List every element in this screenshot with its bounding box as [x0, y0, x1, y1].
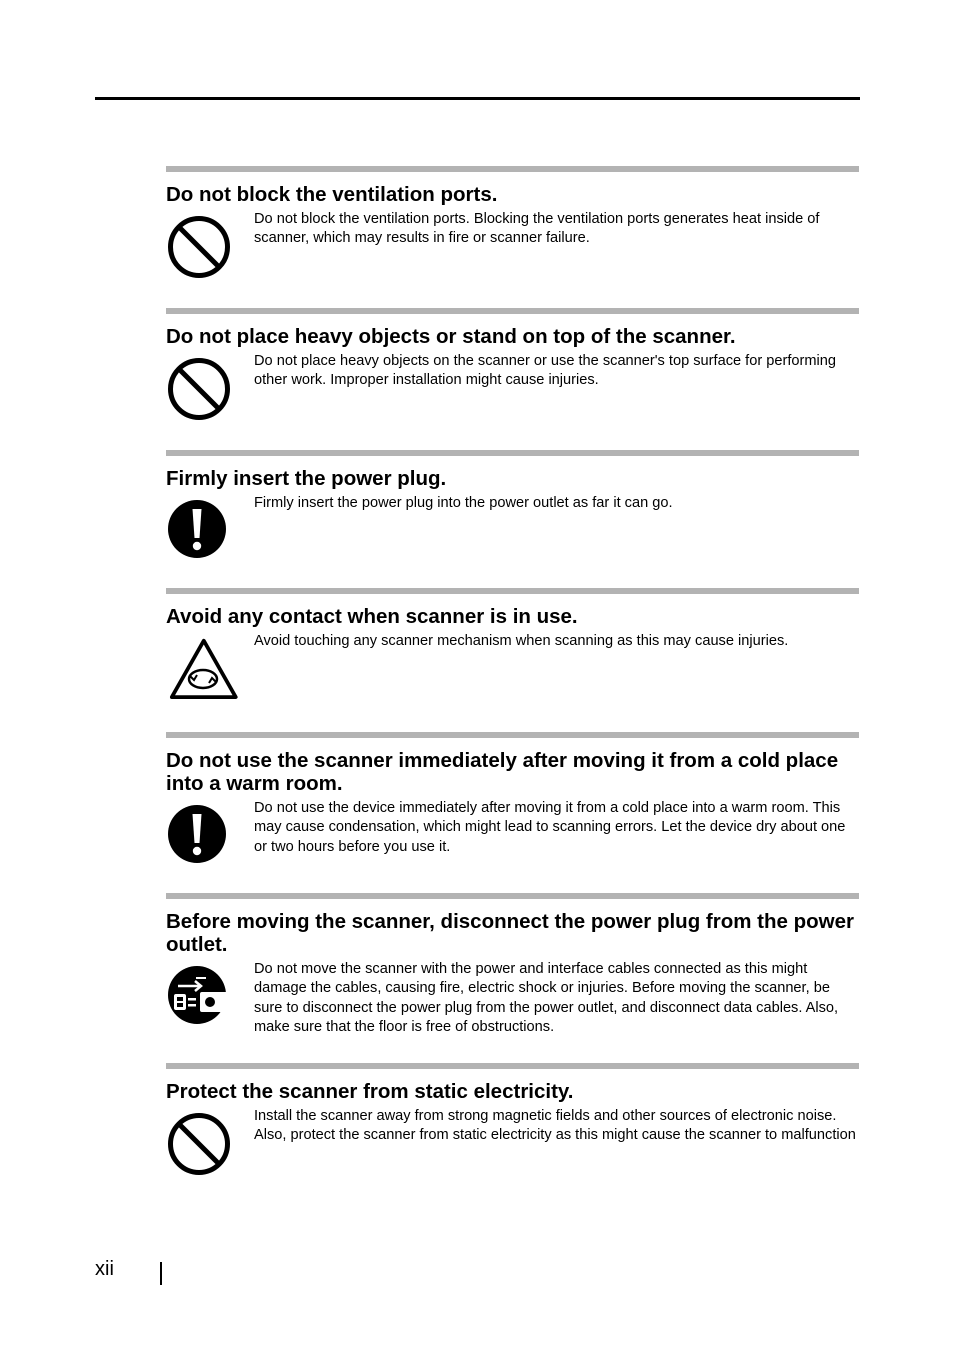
- section-divider: [166, 588, 859, 594]
- section-text: Do not move the scanner with the power and interface cables connected as this might damage the cables, causing fire, electric shock or injuries. Before moving the scanner, be sure to disconnect the power plug from the power outlet, and disconnect data cables. Also, make sure that the floor is free of obstructions.: [254, 961, 839, 1035]
- prohibition-icon: [166, 214, 232, 280]
- section-title: Avoid any contact when scanner is in use.: [166, 605, 578, 628]
- page-number-rule: [160, 1262, 162, 1285]
- caution-section-static: [166, 1063, 859, 1146]
- section-divider: [166, 893, 859, 899]
- exclamation-icon: [166, 498, 232, 564]
- section-title: Do not block the ventilation ports.: [166, 183, 498, 206]
- section-title: Firmly insert the power plug.: [166, 467, 447, 490]
- rotating-hazard-icon: [166, 636, 238, 702]
- exclamation-icon: [166, 803, 232, 869]
- caution-section-power-plug: [166, 450, 859, 513]
- caution-section-ventilation: [166, 166, 859, 249]
- section-title: Protect the scanner from static electricity.: [166, 1080, 574, 1103]
- section-text: Avoid touching any scanner mechanism when scanning as this may cause injuries.: [254, 633, 789, 649]
- section-text: Do not place heavy objects on the scanner or use the scanner's top surface for performing other work. Improper installation might cause injuries.: [254, 353, 836, 389]
- caution-section-heavy-objects: [166, 308, 859, 391]
- section-title: Before moving the scanner, disconnect the power plug from the power outlet.: [166, 910, 854, 956]
- section-body: [166, 632, 859, 651]
- section-text: Firmly insert the power plug into the power outlet as far it can go.: [254, 495, 673, 511]
- section-text: Do not use the device immediately after moving it from a cold place into a warm room. This may cause condensation, which might lead to scanning errors. Let the device dry about one or two hours before you use it.: [254, 800, 846, 855]
- section-body: [166, 960, 859, 1037]
- unplug-icon: [166, 964, 232, 1030]
- page-number: xii: [95, 1258, 114, 1280]
- section-title: Do not place heavy objects or stand on top of the scanner.: [166, 325, 736, 348]
- section-divider: [166, 166, 859, 172]
- section-divider: [166, 450, 859, 456]
- section-text: Do not block the ventilation ports. Blocking the ventilation ports generates heat inside of scanner, which may results in fire or scanner failure.: [254, 211, 820, 247]
- section-body: [166, 352, 859, 391]
- section-divider: [166, 732, 859, 738]
- section-title: Do not use the scanner immediately after moving it from a cold place into a warm room.: [166, 749, 839, 795]
- section-body: [166, 210, 859, 249]
- caution-section-condensation: [166, 732, 859, 857]
- prohibition-icon: [166, 1111, 232, 1177]
- section-divider: [166, 1063, 859, 1069]
- caution-section-avoid-contact: [166, 588, 859, 651]
- header-rule: [95, 97, 860, 100]
- section-body: [166, 494, 859, 513]
- prohibition-icon: [166, 356, 232, 422]
- section-text: Install the scanner away from strong magnetic fields and other sources of electronic noise. Also, protect the scanner from static electricity as this might cause the scanner to malfunction: [254, 1108, 856, 1144]
- caution-section-disconnect: [166, 893, 859, 1037]
- section-body: [166, 1107, 859, 1146]
- section-divider: [166, 308, 859, 314]
- section-body: [166, 799, 859, 857]
